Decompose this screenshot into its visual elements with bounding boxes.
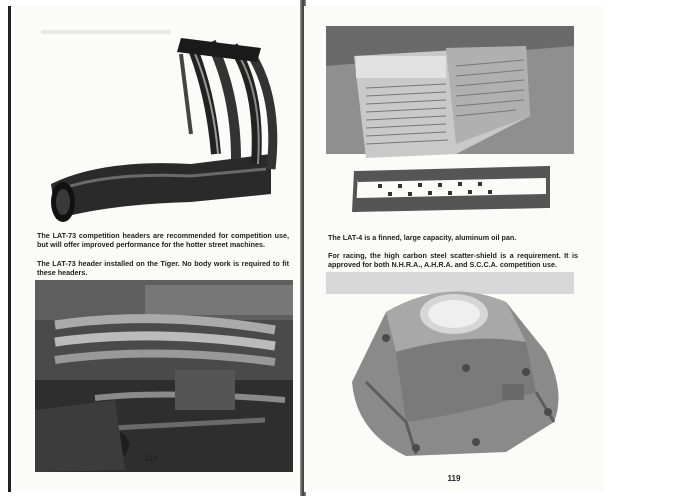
scatter-shield-photo	[326, 272, 574, 466]
page-number-right: 119	[447, 474, 461, 483]
engine-bay-illustration	[35, 280, 293, 472]
left-page	[8, 6, 303, 492]
right-page	[304, 6, 604, 492]
headers-photo	[41, 34, 281, 224]
oil-pan-photo	[326, 26, 574, 222]
oil-pan-illustration	[326, 26, 574, 222]
scatter-shield-illustration	[326, 272, 574, 466]
caption-oil-pan: The LAT-4 is a finned, large capacity, aluminum oil pan.	[328, 233, 517, 242]
page-number-left: 118	[144, 454, 158, 463]
caption-competition-headers: The LAT-73 competition headers are recommended for competition use, but will offer improved performance for the hotter street machines.	[37, 231, 289, 249]
caption-tiger-install: The LAT-73 header installed on the Tiger. No body work is required to fit these headers.	[37, 259, 289, 277]
scan-margin	[604, 6, 700, 492]
caption-scatter-shield: For racing, the high carbon steel scatter-shield is a requirement. It is approved for both N.H.R.A., A.H.R.A. and S.C.C.A. competition use.	[328, 251, 578, 269]
tiger-engine-photo	[35, 280, 293, 472]
headers-illustration	[41, 34, 281, 224]
